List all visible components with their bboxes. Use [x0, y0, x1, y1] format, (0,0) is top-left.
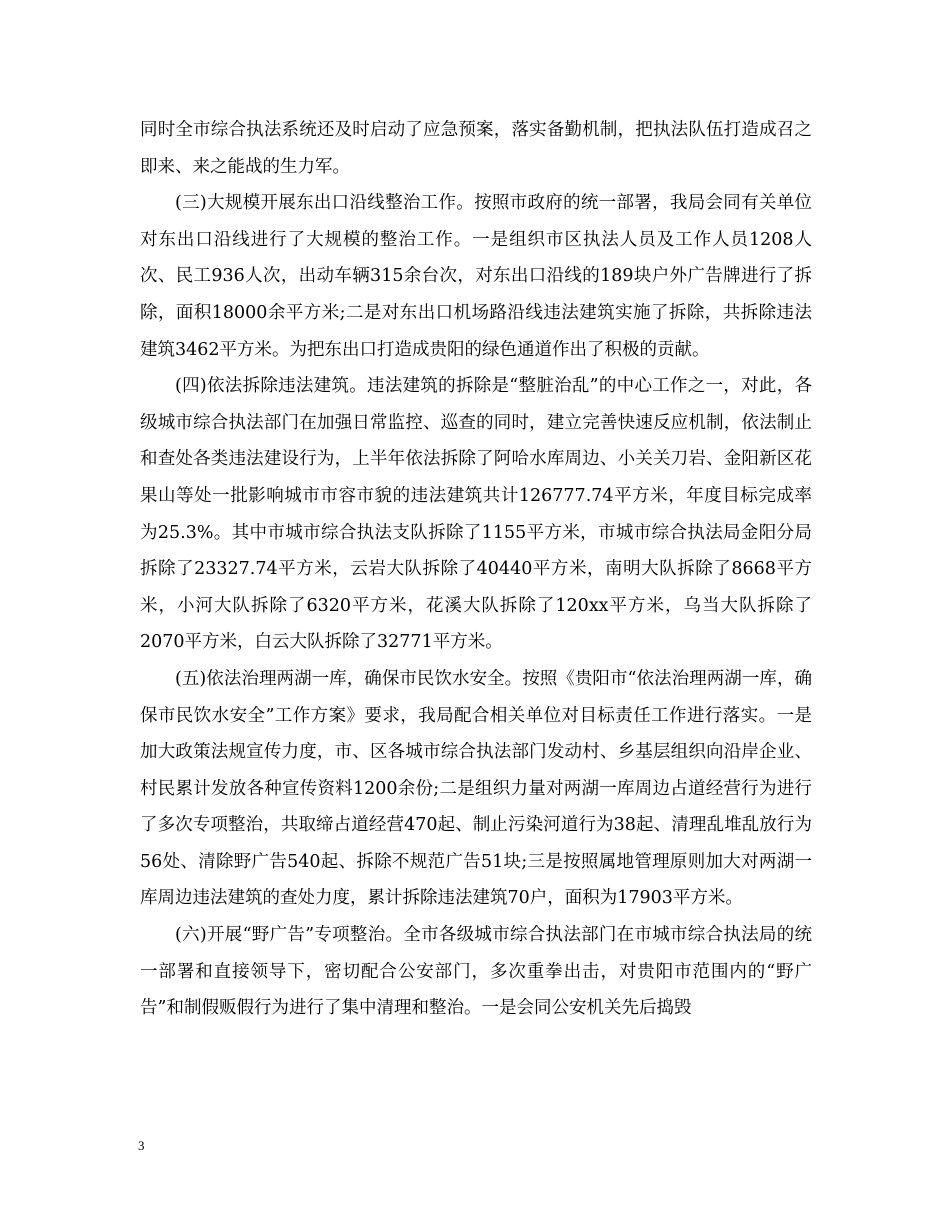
- paragraph-continuation: 同时全市综合执法系统还及时启动了应急预案，落实备勤机制，把执法队伍打造成召之即来、来之能战的生力军。: [140, 120, 812, 177]
- page-number: 3: [138, 1138, 145, 1153]
- paragraph-section-5: (五)依法治理两湖一库，确保市民饮水安全。按照《贵阳市“依法治理两湖一库，确保市民饮水安全”工作方案》要求，我局配合相关单位对目标责任工作进行落实。一是加大政策法规宣传力度，市、区各城市综合执法部门发动村、乡基层组织向沿岸企业、村民累计发放各种宣传资料1200余份;二是组织力量对两湖一库周边占道经营行为进行了多次专项整治，共取缔占道经营470起、制止污染河道行为38起、清理乱堆乱放行为56处、清除野广告540起、拆除不规范广告51块;三是按照属地管理原则加大对两湖一库周边违法建筑的查处力度，累计拆除违法建筑70户，面积为17903平方米。: [140, 668, 812, 909]
- paragraph-section-3: (三)大规模开展东出口沿线整治工作。按照市政府的统一部署，我局会同有关单位对东出口沿线进行了大规模的整治工作。一是组织市区执法人员及工作人员1208人次、民工936人次，出动车辆315余台次，对东出口沿线的189块户外广告牌进行了拆除，面积18000余平方米;二是对东出口机场路沿线违法建筑实施了拆除，共拆除违法建筑3462平方米。为把东出口打造成贵阳的绿色通道作出了积极的贡献。: [140, 193, 812, 360]
- document-body: [140, 112, 812, 1027]
- paragraph-section-4: (四)依法拆除违法建筑。违法建筑的拆除是“整脏治乱”的中心工作之一，对此，各级城市综合执法部门在加强日常监控、巡查的同时，建立完善快速反应机制，依法制止和查处各类违法建设行为，上半年依法拆除了阿哈水库周边、小关关刀岩、金阳新区花果山等处一批影响城市市容市貌的违法建筑共计126777.74平方米，年度目标完成率为25.3%。其中市城市综合执法支队拆除了1155平方米，市城市综合执法局金阳分局拆除了23327.74平方米，云岩大队拆除了40440平方米，南明大队拆除了8668平方米，小河大队拆除了6320平方米，花溪大队拆除了120xx平方米，乌当大队拆除了2070平方米，白云大队拆除了32771平方米。: [140, 376, 812, 653]
- paragraph-section-6: (六)开展“野广告”专项整治。全市各级城市综合执法部门在市城市综合执法局的统一部署和直接领导下，密切配合公安部门，多次重拳出击，对贵阳市范围内的“野广告”和制假贩假行为进行了集中清理和整治。一是会同公安机关先后捣毁: [140, 925, 812, 1019]
